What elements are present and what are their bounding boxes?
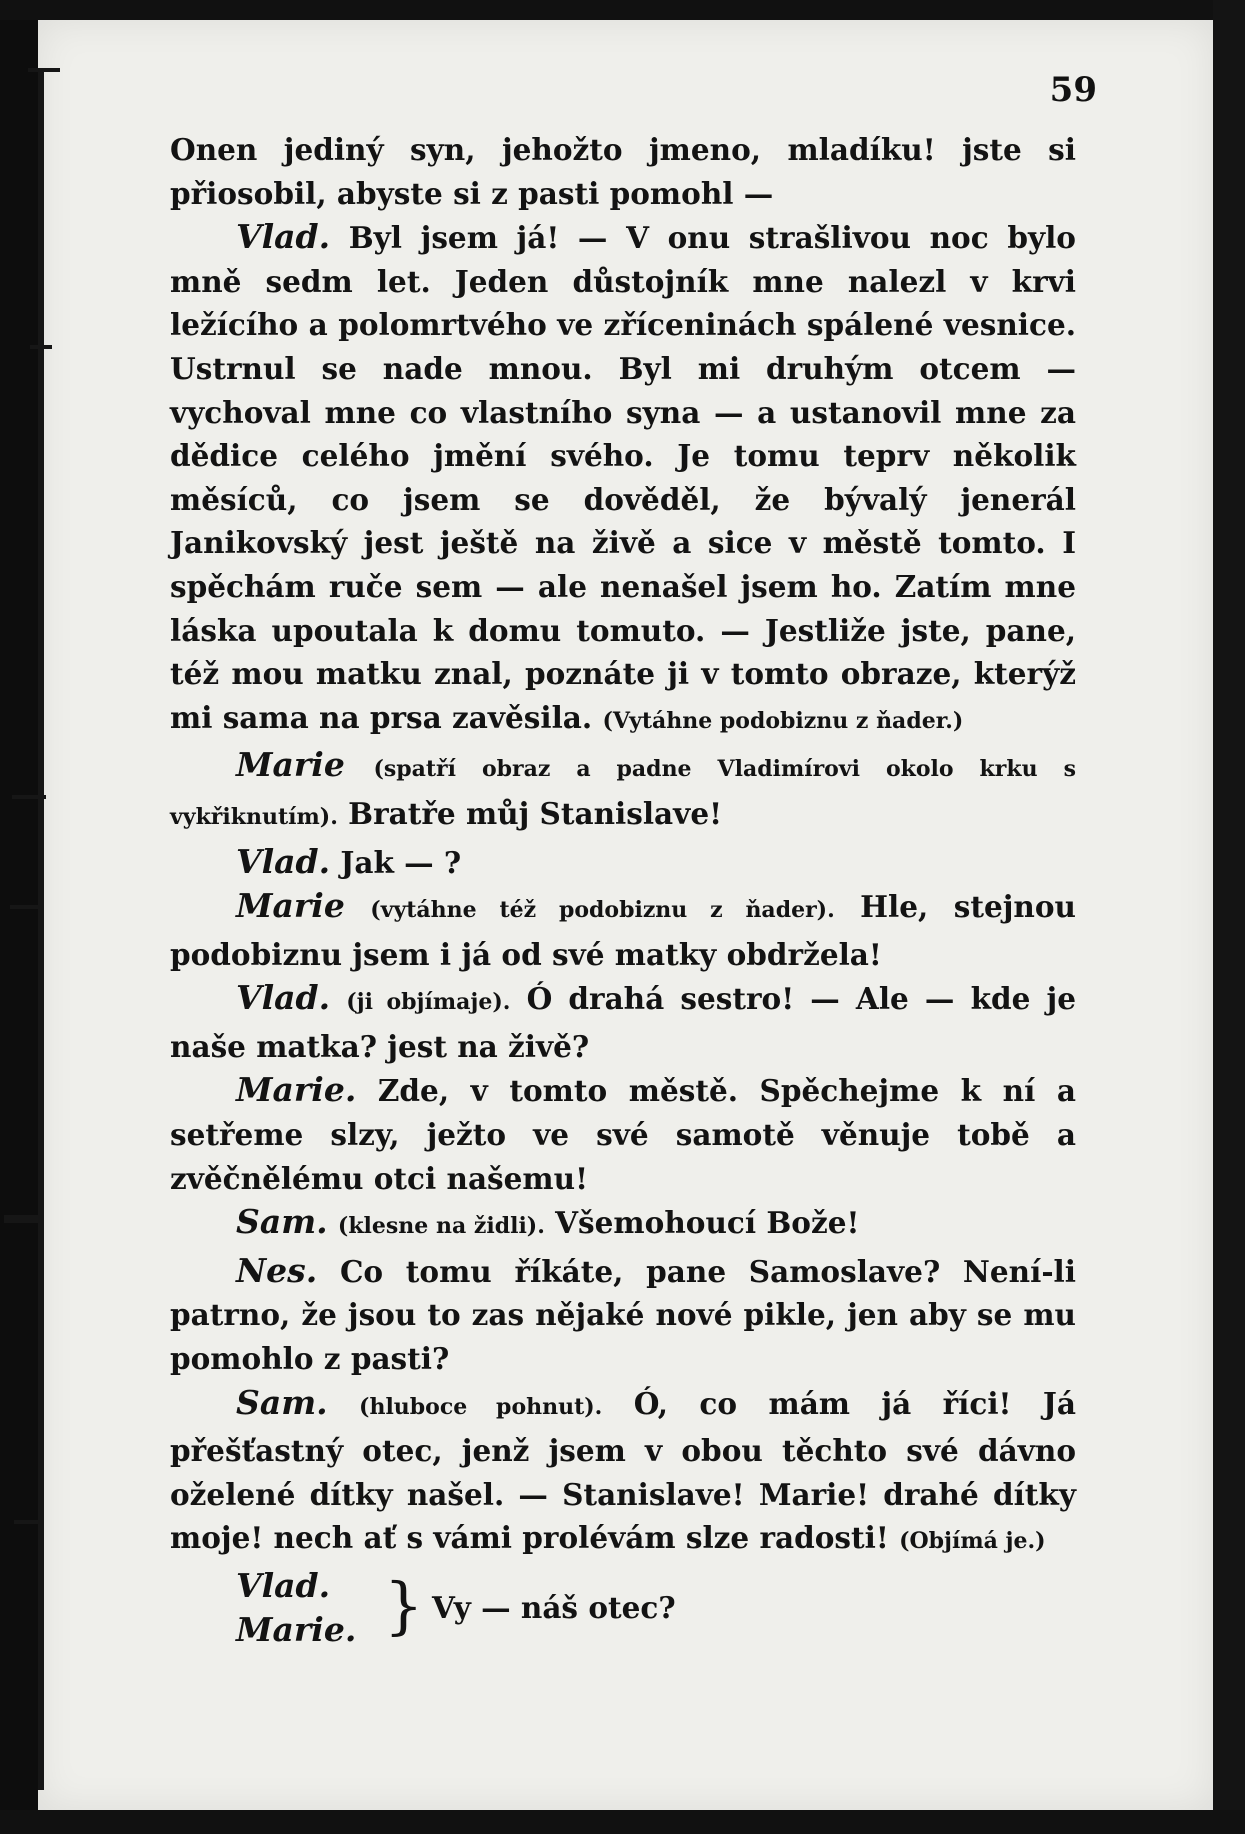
speaker-name: Vlad. [236,217,331,257]
binding-mark [4,1215,42,1223]
paragraph [170,215,1076,743]
paragraph [170,1381,1076,1564]
play-text [170,128,1076,1654]
binding-mark [10,905,40,909]
paragraph [170,1068,1076,1200]
dialogue-text: Vy — náš otec? [432,1590,676,1625]
dialogue-text: Zde, v tomto městě. Spěchejme k ní a setřeme slzy, ježto ve své samotě věnuje tobě a zvěčnělému otci našemu! [170,1073,1076,1196]
dialogue-text: Hle, stejnou podobiznu jsem i já od své matky obdržela! [170,889,1076,972]
speaker-name: Vlad. [236,1566,331,1605]
dialogue-text: Ó, co mám já říci! Já přešťastný otec, jenž jsem v obou těchto své dávno oželené dítky našel. — Stanislave! Marie! drahé dítky moje! nech ať s vámi prolévám slze radosti! [170,1385,1076,1556]
stage-direction: (hluboce pohnut). [359,1393,603,1420]
dialogue-text: Ó drahá sestro! — Ale — kde je naše matka? jest na živě? [170,981,1076,1064]
dialogue-text: Byl jsem já! — V onu strašlivou noc bylo mně sedm let. Jeden důstojník mne nalezl v krvi ležícího a polomrtvého ve zříceninách spálené vesnice. Ustrnul se nade mnou. Byl mi druhým otcem — vychoval mne co vlastního syna — a ustanovil mne za dědice celého jmění svého. Je tomu teprv několik měsíců, co jsem se dověděl, že bývalý jenerál Janikovský jest ještě na živě a sice v městě tomto. I spěchám ruče sem — ale nenašel jsem ho. Zatím mne láska upoutala k domu tomuto. — Jestliže jste, pane, též mou matku znal, poznáte ji v tomto obraze, kterýž mi sama na prsa zavěsila. [170,220,1076,735]
paragraph [170,840,1076,885]
brace-icon: } [384,1569,424,1642]
paragraph [170,743,1076,839]
speaker-name: Nes. [236,1250,318,1290]
speaker-name: Sam. [236,1202,328,1242]
stage-direction: (spatří obraz a padne Vladimírovi okolo krku s vykřiknutím). [170,756,1076,830]
scan-top-border [0,0,1245,20]
binding-mark [12,795,46,799]
paragraph [170,884,1076,976]
stage-direction: (klesne na židli). [337,1213,545,1240]
scan-bottom-border [0,1810,1245,1834]
speaker-name: Sam. [236,1382,328,1422]
speaker-name: Vlad. [236,978,331,1018]
dialogue-text: Všemohoucí Bože! [555,1205,860,1241]
paragraph [170,976,1076,1068]
paragraph [170,1249,1076,1381]
dialogue-text: Onen jediný syn, jehožto jmeno, mladíku! jste si přiosobil, abyste si z pasti pomohl — [170,132,1076,211]
binding-edge [38,70,44,1790]
binding-mark [14,1520,40,1524]
stage-direction: (Vytáhne podobiznu z ňader.) [602,707,964,734]
speaker-name: Marie [236,886,345,926]
stage-direction: (ji objímaje). [346,989,511,1016]
speaker-name: Marie. [236,1610,357,1649]
dialogue-text: Jak — ? [340,844,462,880]
binding-mark [30,345,52,349]
dialogue-text: Co tomu říkáte, pane Samoslave? Není-li patrno, že jsou to zas nějaké nové pikle, jen aby se mu pomohlo z pasti? [170,1253,1076,1377]
dialogue-text: Bratře můj Stanislave! [348,795,723,831]
binding-mark [28,68,60,72]
stage-direction: (vytáhne též podobiznu z ňader). [370,897,835,924]
page-number: 59 [1049,70,1097,110]
speaker-name: Marie. [236,1070,357,1110]
speaker-name: Marie [236,745,345,785]
joint-speakers [236,1564,356,1652]
speaker-name: Vlad. [236,841,331,881]
stage-direction: (Objímá je.) [899,1528,1046,1555]
joint-speech [170,1564,1076,1654]
scan-right-border [1213,0,1245,1834]
paragraph [170,128,1076,215]
paragraph [170,1200,1076,1249]
